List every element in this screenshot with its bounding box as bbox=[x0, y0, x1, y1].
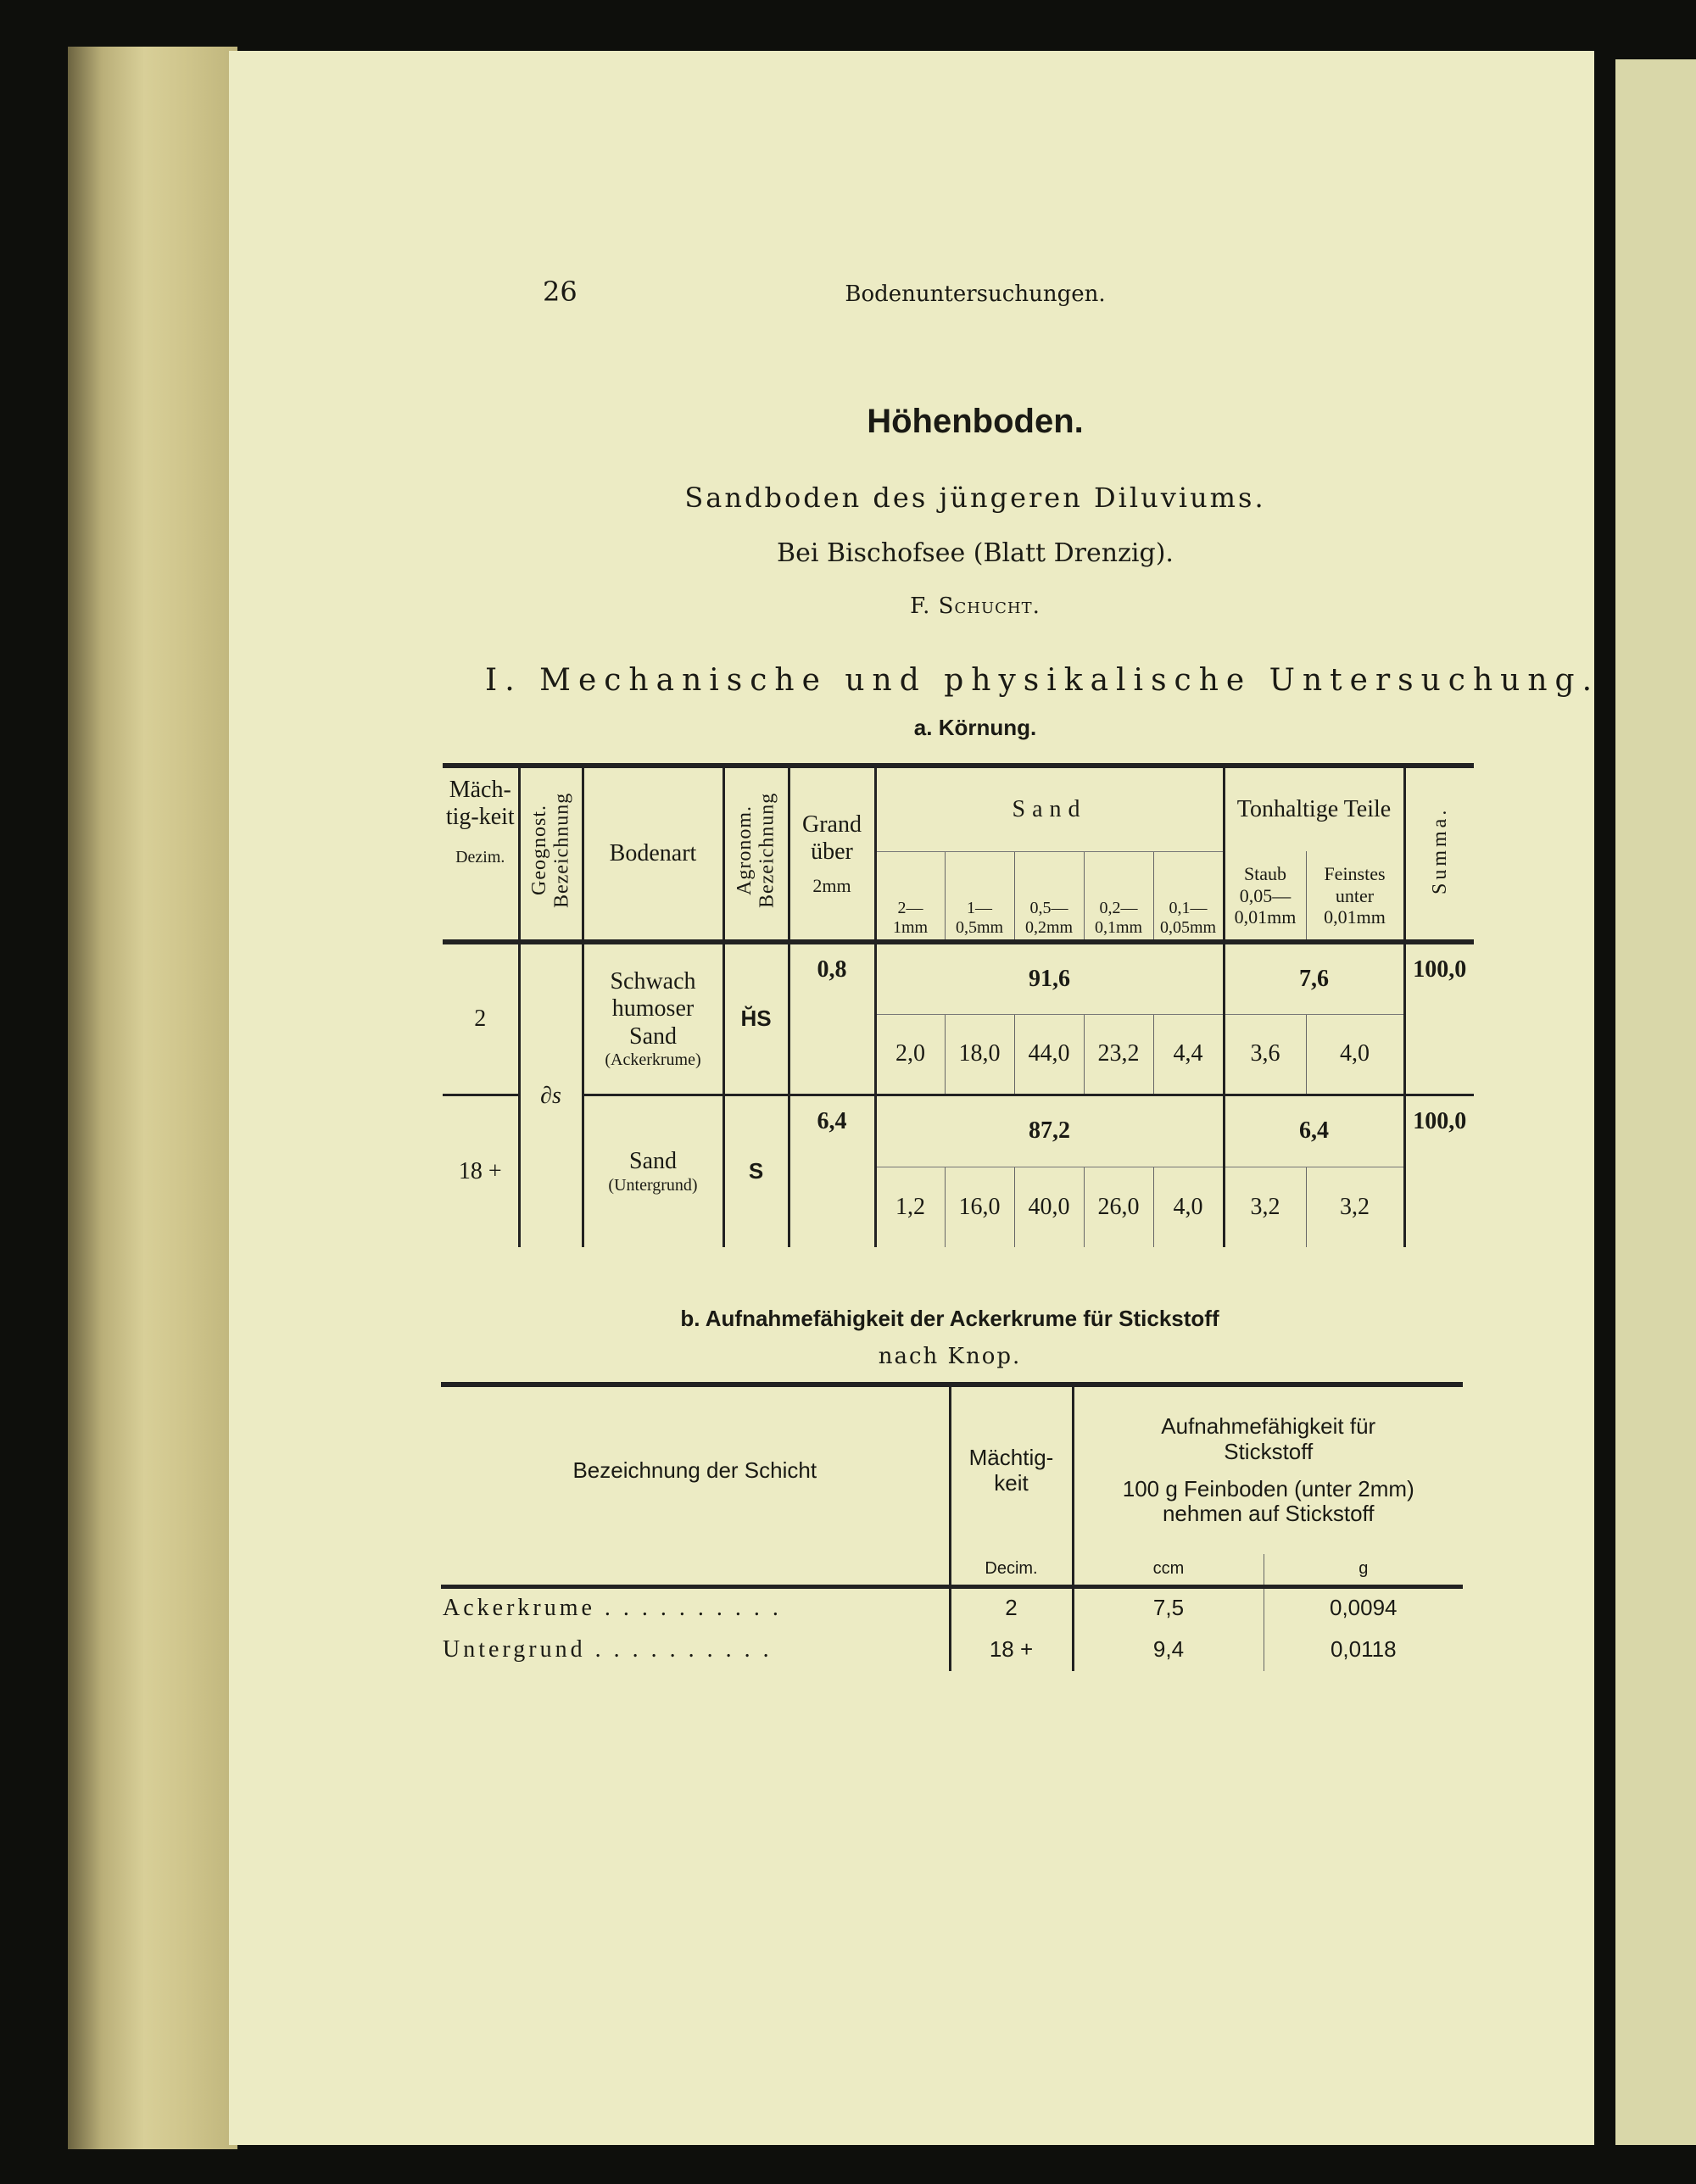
header-grand: Grand über bbox=[802, 811, 862, 866]
maechtigkeit-cell: 2 bbox=[950, 1586, 1073, 1629]
table-row bbox=[443, 1095, 1474, 1167]
table-a-caption: a. Körnung. bbox=[913, 715, 1037, 740]
g-cell: 0,0094 bbox=[1329, 1595, 1398, 1621]
header-unit-dezim: Dezim. bbox=[455, 848, 505, 867]
header-grand-unit: 2mm bbox=[812, 874, 851, 896]
grain-size-table bbox=[443, 763, 1474, 1247]
header-sand-size: 2— 1mm bbox=[875, 851, 945, 942]
sand-total-cell: 87,2 bbox=[875, 1095, 1224, 1167]
sand-cell: 2,0 bbox=[875, 1014, 945, 1095]
bodenart-cell: Sand bbox=[629, 1148, 677, 1175]
header-bodenart: Bodenart bbox=[583, 766, 723, 942]
schicht-cell: Untergrund . . . . . . . . . . bbox=[443, 1635, 773, 1663]
maechtigkeit-cell: 18 + bbox=[950, 1629, 1073, 1671]
summa-cell: 100,0 bbox=[1413, 956, 1467, 983]
sand-cell: 4,4 bbox=[1153, 1014, 1224, 1095]
header-feinboden: 100 g Feinboden (unter 2mm) nehmen auf Stickstoff bbox=[1122, 1475, 1414, 1527]
unit-g: g bbox=[1358, 1559, 1369, 1579]
book-page-edges bbox=[68, 47, 237, 2149]
table-row bbox=[441, 1586, 1463, 1629]
ccm-cell: 7,5 bbox=[1073, 1586, 1264, 1629]
header-summa: Summa. bbox=[1428, 806, 1451, 894]
maechtigkeit-cell: 2 bbox=[443, 942, 519, 1095]
author: F. Schucht. bbox=[910, 593, 1040, 619]
g-cell: 0,0118 bbox=[1330, 1636, 1397, 1663]
sand-total-cell: 91,6 bbox=[875, 942, 1224, 1014]
header-sand-size: 0,2— 0,1mm bbox=[1084, 851, 1153, 942]
sand-cell: 1,2 bbox=[875, 1167, 945, 1247]
header-staub-size: 0,05— 0,01mm bbox=[1234, 884, 1297, 928]
sand-cell: 4,0 bbox=[1153, 1167, 1224, 1247]
geognost-cell: ∂s bbox=[519, 942, 583, 1247]
header-aufnahme: Aufnahmefähigkeit für Stickstoff bbox=[1161, 1412, 1376, 1464]
ton-cell: 3,2 bbox=[1306, 1167, 1404, 1247]
ccm-cell: 9,4 bbox=[1073, 1629, 1264, 1671]
header-sand: Sand bbox=[875, 766, 1224, 851]
bodenart-cell: Schwach humoser Sand bbox=[610, 968, 696, 1050]
page-title: Höhenboden. bbox=[867, 403, 1084, 440]
agronom-cell: S bbox=[723, 1095, 789, 1247]
page-number: 26 bbox=[543, 276, 577, 308]
grand-cell: 6,4 bbox=[789, 1095, 875, 1247]
header-sand-size: 1— 0,5mm bbox=[945, 851, 1014, 942]
header-geognost: Geognost. Bezeichnung bbox=[528, 792, 573, 909]
unit-decim: Decim. bbox=[950, 1554, 1073, 1586]
location: Bei Bischofsee (Blatt Drenzig). bbox=[777, 538, 1174, 568]
summa-cell: 100,0 bbox=[1413, 1107, 1467, 1134]
ton-cell: 3,6 bbox=[1224, 1014, 1306, 1095]
header-tonhaltige: Tonhaltige Teile bbox=[1224, 766, 1404, 851]
sand-cell: 40,0 bbox=[1014, 1167, 1084, 1247]
table-b-caption-2: nach Knop. bbox=[878, 1344, 1022, 1369]
header-sand-size: 0,5— 0,2mm bbox=[1014, 851, 1084, 942]
header-feinstes-size: unter 0,01mm bbox=[1324, 884, 1386, 928]
next-page-edge bbox=[1615, 59, 1696, 2145]
sand-cell: 26,0 bbox=[1084, 1167, 1153, 1247]
agronom-cell: H̆S bbox=[723, 942, 789, 1095]
header-schicht: Bezeichnung der Schicht bbox=[441, 1384, 950, 1554]
subtitle: Sandboden des jüngeren Diluviums. bbox=[684, 482, 1266, 514]
schicht-cell: Ackerkrume . . . . . . . . . . bbox=[443, 1595, 782, 1622]
sand-cell: 16,0 bbox=[945, 1167, 1014, 1247]
bodenart-note: (Ackerkrume) bbox=[605, 1050, 701, 1069]
maechtigkeit-cell: 18 + bbox=[443, 1095, 519, 1247]
sand-cell: 23,2 bbox=[1084, 1014, 1153, 1095]
table-b-caption: b. Aufnahmefähigkeit der Ackerkrume für Stickstoff bbox=[680, 1306, 1219, 1331]
grand-cell: 0,8 bbox=[789, 942, 875, 1095]
ton-total-cell: 6,4 bbox=[1224, 1095, 1404, 1167]
sand-cell: 44,0 bbox=[1014, 1014, 1084, 1095]
header-feinstes: Feinstes bbox=[1324, 863, 1386, 885]
header-sand-size: 0,1— 0,05mm bbox=[1153, 851, 1224, 942]
table-row bbox=[443, 942, 1474, 1014]
table-row bbox=[441, 1629, 1463, 1671]
header-staub: Staub bbox=[1243, 863, 1287, 885]
header-maechtigkeit: Mächtig-keit bbox=[950, 1384, 1073, 1554]
ton-total-cell: 7,6 bbox=[1224, 942, 1404, 1014]
ton-cell: 4,0 bbox=[1306, 1014, 1404, 1095]
nitrogen-absorption-table bbox=[441, 1382, 1463, 1671]
running-title: Bodenuntersuchungen. bbox=[845, 281, 1106, 307]
bodenart-note: (Untergrund) bbox=[608, 1175, 698, 1195]
header-agronom: Agronom. Bezeichnung bbox=[734, 792, 778, 909]
ton-cell: 3,2 bbox=[1224, 1167, 1306, 1247]
header-maechtigkeit: Mäch-tig-keit bbox=[445, 777, 515, 831]
section-heading: I. Mechanische und physikalische Untersuchung. bbox=[485, 663, 1600, 698]
unit-ccm: ccm bbox=[1073, 1554, 1264, 1586]
sand-cell: 18,0 bbox=[945, 1014, 1014, 1095]
